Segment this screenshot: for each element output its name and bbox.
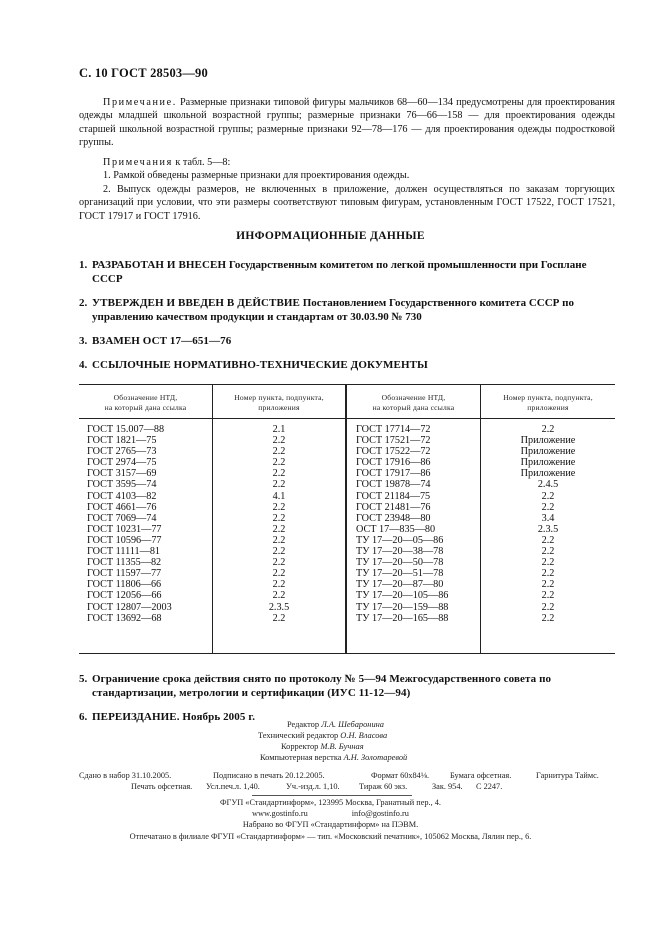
reference-document: ГОСТ 17521—72 bbox=[356, 435, 431, 447]
reference-clause: 2.2 bbox=[272, 557, 286, 569]
reference-clause: Приложение bbox=[520, 435, 576, 447]
reference-document: ГОСТ 21481—76 bbox=[356, 501, 431, 513]
reference-document: ГОСТ 12807—2003 bbox=[87, 601, 172, 613]
reference-document: ГОСТ 15.007—88 bbox=[87, 424, 165, 435]
reference-document: ГОСТ 3595—74 bbox=[87, 479, 157, 491]
credit-name: О.Н. Власова bbox=[340, 731, 388, 740]
reference-document: ГОСТ 3157—69 bbox=[87, 468, 157, 480]
reference-document: ГОСТ 2765—73 bbox=[87, 446, 157, 458]
notes-label: Примечания bbox=[103, 157, 173, 168]
reference-clause: 2.2 bbox=[272, 446, 286, 458]
credit-name: М.В. Бучная bbox=[320, 742, 364, 751]
table-top-border bbox=[79, 384, 615, 385]
reference-clause: Приложение bbox=[520, 446, 576, 458]
reference-clause: 2.2 bbox=[272, 568, 286, 580]
reference-clause: 2.2 bbox=[272, 590, 286, 602]
reference-document: ГОСТ 13692—68 bbox=[87, 612, 162, 624]
reference-document: ТУ 17—20—105—86 bbox=[356, 590, 449, 602]
imprint-print-sheets: Усл.печ.л. 1,40. bbox=[206, 782, 260, 791]
reference-clause: 2.2 bbox=[541, 557, 555, 569]
notes-suffix: к табл. 5—8: bbox=[172, 157, 231, 168]
reference-document: ГОСТ 17916—86 bbox=[356, 457, 431, 469]
note-text: Размерные признаки типовой фигуры мальчиков 68—60—134 предусмотрены для проектирования одежды младшей школьной возрастной группы; размерные признаки 76—66—158 — для проектирования одежды старшей школьной возрастной группы; размерные признаки 92—78—176 — для проектирования одежды подростковой группы. bbox=[79, 97, 615, 149]
reference-clause: 2.4.5 bbox=[537, 479, 559, 491]
imprint-code: С 2247. bbox=[476, 782, 503, 791]
reference-document: ТУ 17—20—05—86 bbox=[356, 534, 444, 546]
credit-role: Технический редактор bbox=[258, 731, 339, 740]
table-header-border bbox=[79, 418, 615, 419]
reference-document: ГОСТ 4103—82 bbox=[87, 490, 157, 502]
imprint-order: Зак. 954. bbox=[432, 782, 463, 791]
item-lead: РАЗРАБОТАН И ВНЕСЕН bbox=[92, 259, 227, 271]
reference-document: ГОСТ 12056—66 bbox=[87, 590, 162, 602]
info-item-4 bbox=[79, 358, 615, 372]
imprint-set-date: Сдано в набор 31.10.2005. bbox=[79, 771, 172, 780]
table-center-divider bbox=[345, 384, 347, 654]
reference-clause: 2.2 bbox=[272, 534, 286, 546]
imprint-paper: Бумага офсетная. bbox=[450, 771, 512, 780]
imprint-typeface: Гарнитура Таймс. bbox=[536, 771, 599, 780]
header-doc-left: Обозначение НТД, на который дана ссылка bbox=[104, 393, 187, 412]
page-header: С. 10 ГОСТ 28503—90 bbox=[79, 66, 208, 80]
publisher-footer bbox=[0, 797, 661, 842]
reference-clause: 2.2 bbox=[541, 579, 555, 591]
left-item-column bbox=[213, 424, 345, 624]
header-item-left: Номер пункта, подпункта, приложения bbox=[234, 393, 324, 412]
note-label: Примечание. bbox=[103, 97, 177, 108]
printed-note: Отпечатано в филиале ФГУП «Стандартинформ» — тип. «Московский печатник», 105062 Москва, Лялин пер., 6. bbox=[129, 831, 532, 841]
right-doc-column bbox=[356, 424, 448, 624]
notes-to-tables bbox=[79, 156, 615, 223]
notes-item-2: 2. Выпуск одежды размеров, не включенных в приложение, должен осуществляться по заказам торгующих организаций при условии, что эти размеры соответствуют типовым фигурам, установленным ГОСТ 17522, ГОСТ 17521, ГОСТ 17917 и ГОСТ 17916. bbox=[79, 183, 615, 222]
reference-clause: 2.2 bbox=[541, 568, 555, 580]
reference-clause: 2.2 bbox=[541, 424, 555, 435]
reference-clause: 2.2 bbox=[541, 534, 555, 546]
reference-document: ТУ 17—20—51—78 bbox=[356, 568, 444, 580]
reference-document: ГОСТ 11355—82 bbox=[87, 557, 162, 569]
reference-clause: 2.1 bbox=[272, 424, 286, 435]
table-bottom-border bbox=[79, 653, 615, 654]
reference-document: ГОСТ 4661—76 bbox=[87, 501, 157, 513]
reference-clause: Приложение bbox=[520, 457, 576, 469]
reference-document: ГОСТ 7069—74 bbox=[87, 512, 157, 524]
item-number: 3. bbox=[79, 335, 88, 347]
publisher-address: ФГУП «Стандартинформ», 123995 Москва, Гранатный пер., 4. bbox=[220, 798, 441, 807]
header-doc-right: Обозначение НТД, на который дана ссылка bbox=[372, 393, 455, 412]
reference-clause: 2.2 bbox=[541, 490, 555, 502]
item-number: 1. bbox=[79, 259, 88, 271]
reference-document: ГОСТ 10596—77 bbox=[87, 534, 162, 546]
reference-document: ГОСТ 19878—74 bbox=[356, 479, 431, 491]
left-doc-column bbox=[87, 424, 172, 624]
reference-clause: 2.2 bbox=[272, 512, 286, 524]
reference-document: ТУ 17—20—87—80 bbox=[356, 579, 444, 591]
item-text: Постановлением Государственного комитета СССР по управлению качеством продукции и стандартам от 30.03.90 № 730 bbox=[92, 297, 574, 323]
item-lead: ПЕРЕИЗДАНИЕ. Ноябрь 2005 г. bbox=[92, 711, 256, 723]
note-boys-figures bbox=[79, 96, 615, 150]
reference-document: ГОСТ 10231—77 bbox=[87, 523, 162, 535]
reference-clause: 2.2 bbox=[272, 435, 286, 447]
reference-clause: 2.3.5 bbox=[268, 601, 290, 613]
reference-document: ГОСТ 17522—72 bbox=[356, 446, 431, 458]
publisher-website: www.gostinfo.ru bbox=[252, 809, 308, 819]
imprint-sign-date: Подписано в печать 20.12.2005. bbox=[213, 771, 325, 780]
reference-clause: Приложение bbox=[520, 468, 576, 480]
reference-document: ОСТ 17—835—80 bbox=[356, 523, 436, 535]
item-lead: ССЫЛОЧНЫЕ НОРМАТИВНО-ТЕХНИЧЕСКИЕ ДОКУМЕНТЫ bbox=[92, 359, 428, 371]
reference-document: ГОСТ 1821—75 bbox=[87, 435, 157, 447]
credit-name: Л.А. Шебаронина bbox=[321, 720, 384, 729]
reference-clause: 2.2 bbox=[272, 457, 286, 469]
info-item-1 bbox=[79, 258, 615, 286]
reference-clause: 2.2 bbox=[272, 546, 286, 558]
publisher-email: info@gostinfo.ru bbox=[351, 809, 409, 819]
reference-document: ТУ 17—20—38—78 bbox=[356, 546, 444, 558]
reference-document: ГОСТ 11597—77 bbox=[87, 568, 162, 580]
reference-clause: 2.2 bbox=[272, 501, 286, 513]
info-section-title: ИНФОРМАЦИОННЫЕ ДАННЫЕ bbox=[236, 230, 425, 242]
reference-clause: 2.2 bbox=[541, 501, 555, 513]
item-lead: Ограничение срока действия снято по протоколу № 5—94 Межгосударственного совета по стандартизации, метрологии и сертификации (ИУС 11-12—94) bbox=[92, 673, 552, 699]
reference-document: ТУ 17—20—159—88 bbox=[356, 601, 449, 613]
reference-document: ГОСТ 17714—72 bbox=[356, 424, 431, 435]
reference-document: ГОСТ 11111—81 bbox=[87, 546, 161, 558]
credit-name: А.Н. Золотаревой bbox=[343, 753, 408, 762]
item-number: 5. bbox=[79, 673, 88, 685]
reference-document: ГОСТ 21184—75 bbox=[356, 490, 431, 502]
imprint-format: Формат 60x84⅛. bbox=[371, 771, 430, 780]
footer-divider bbox=[252, 795, 412, 796]
notes-item-1: 1. Рамкой обведены размерные признаки для проектирования одежды. bbox=[103, 170, 410, 182]
right-item-column bbox=[481, 424, 615, 624]
reference-clause: 2.2 bbox=[541, 546, 555, 558]
credit-role: Компьютерная верстка bbox=[260, 753, 342, 762]
reference-clause: 2.2 bbox=[272, 612, 286, 624]
credit-role: Редактор bbox=[287, 720, 320, 729]
reference-clause: 2.2 bbox=[541, 612, 555, 624]
reference-clause: 2.2 bbox=[272, 579, 286, 591]
reference-document: ТУ 17—20—165—88 bbox=[356, 612, 449, 624]
item-number: 4. bbox=[79, 359, 88, 371]
imprint-printing: Печать офсетная. bbox=[131, 782, 193, 791]
header-item-right: Номер пункта, подпункта, приложения bbox=[503, 393, 593, 412]
reference-clause: 2.2 bbox=[272, 468, 286, 480]
item-text: Государственным комитетом по легкой промышленности при Госплане СССР bbox=[92, 259, 587, 285]
item-number: 6. bbox=[79, 711, 88, 723]
item-lead: ВЗАМЕН ОСТ 17—651—76 bbox=[92, 335, 232, 347]
imprint-copies: Тираж 60 экз. bbox=[359, 782, 408, 791]
references-table bbox=[79, 384, 615, 654]
credit-role: Корректор bbox=[281, 742, 319, 751]
reference-document: ГОСТ 2974—75 bbox=[87, 457, 157, 469]
info-item-2 bbox=[79, 296, 615, 324]
item-number: 2. bbox=[79, 297, 88, 309]
imprint-pub-sheets: Уч.-изд.л. 1,10. bbox=[286, 782, 340, 791]
info-item-3 bbox=[79, 334, 615, 348]
reference-clause: 3.4 bbox=[541, 512, 555, 524]
reference-clause: 4.1 bbox=[272, 490, 286, 502]
reference-document: ГОСТ 11806—66 bbox=[87, 579, 162, 591]
item-lead: УТВЕРЖДЕН И ВВЕДЕН В ДЕЙСТВИЕ bbox=[92, 297, 300, 309]
typeset-note: Набрано во ФГУП «Стандартинформ» на ПЭВМ. bbox=[242, 820, 419, 830]
reference-clause: 2.2 bbox=[272, 523, 286, 535]
reference-document: ТУ 17—20—50—78 bbox=[356, 557, 444, 569]
reference-document: ГОСТ 17917—86 bbox=[356, 468, 431, 480]
reference-clause: 2.2 bbox=[541, 601, 555, 613]
info-item-5 bbox=[79, 672, 615, 700]
reference-clause: 2.2 bbox=[272, 479, 286, 491]
reference-document: ГОСТ 23948—80 bbox=[356, 512, 431, 524]
reference-clause: 2.3.5 bbox=[537, 523, 559, 535]
reference-clause: 2.2 bbox=[541, 590, 555, 602]
